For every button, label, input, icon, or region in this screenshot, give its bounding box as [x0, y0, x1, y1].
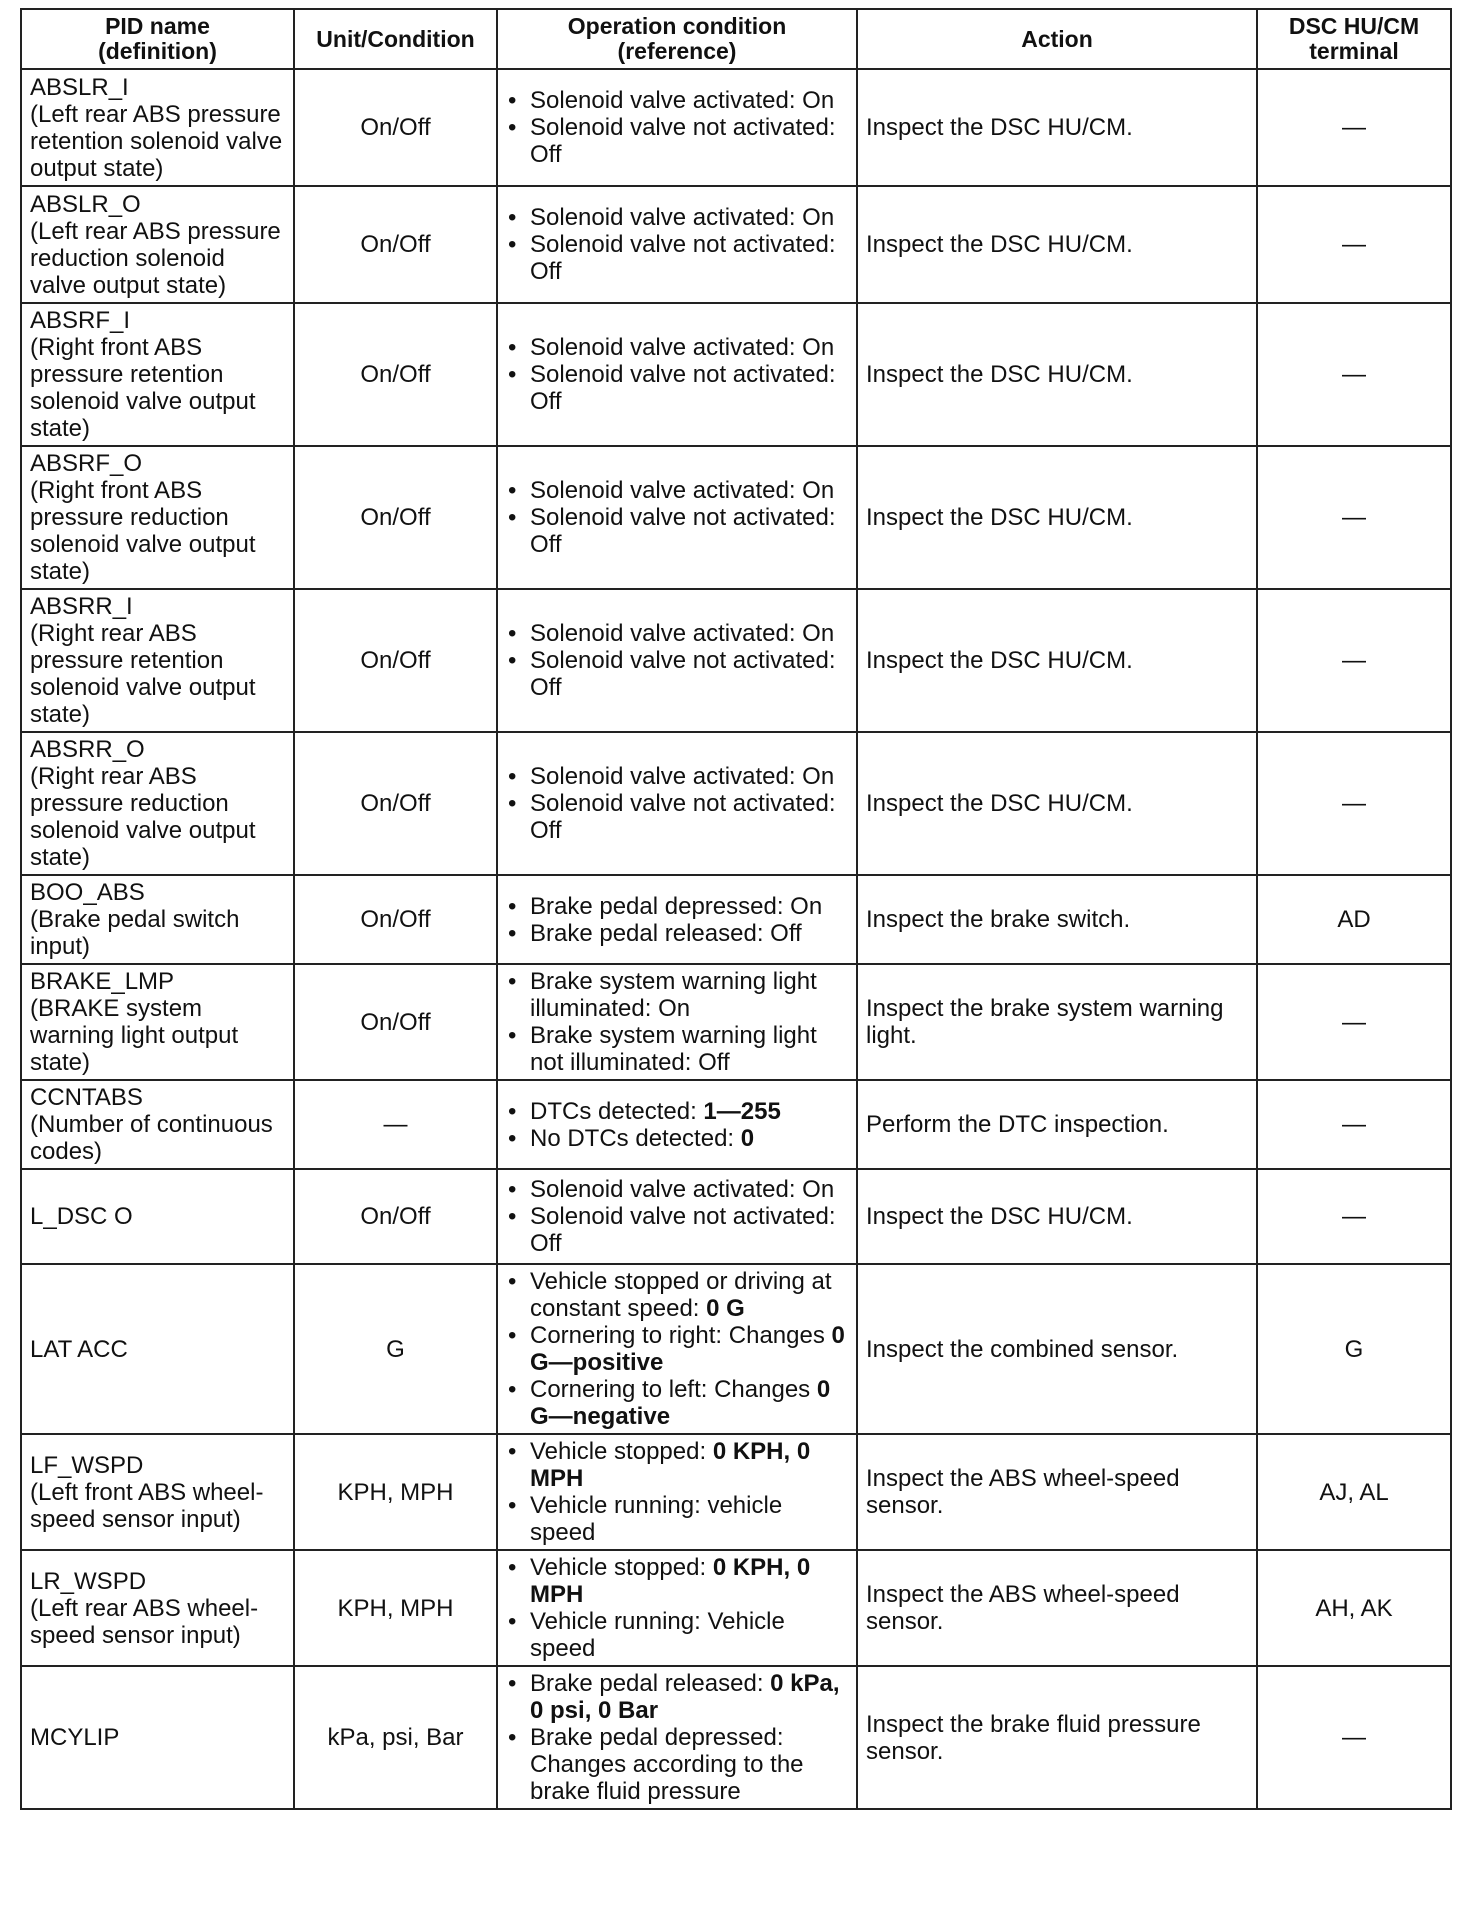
pid-name: L_DSC O: [30, 1203, 133, 1230]
header-unit: Unit/Condition: [294, 9, 497, 69]
operation-condition-cell: [497, 964, 857, 1080]
pid-name-cell: [21, 446, 294, 589]
condition-item: [530, 1376, 848, 1430]
condition-text: Solenoid valve activated: On: [530, 204, 835, 231]
unit-cell: On/Off: [294, 589, 497, 732]
condition-item: [530, 893, 848, 920]
terminal-cell: G: [1257, 1264, 1451, 1434]
condition-item: [530, 87, 848, 114]
condition-item: [530, 1203, 848, 1257]
pid-name-cell: [21, 1434, 294, 1550]
operation-condition-cell: [497, 589, 857, 732]
condition-text: Brake pedal released: Off: [530, 919, 802, 947]
pid-name: LAT ACC: [30, 1335, 128, 1363]
operation-condition-cell: [497, 1666, 857, 1809]
pid-name-cell: [21, 1666, 294, 1809]
condition-item: [530, 1176, 848, 1203]
pid-name-cell: [21, 303, 294, 446]
operation-condition-cell: [497, 732, 857, 875]
header-terminal: DSC HU/CM terminal: [1257, 9, 1451, 69]
condition-item: [530, 114, 848, 168]
condition-item: [530, 1322, 848, 1376]
terminal-cell: AH, AK: [1257, 1550, 1451, 1666]
terminal-cell: AJ, AL: [1257, 1434, 1451, 1550]
pid-name: ABSRR_O: [30, 736, 145, 763]
action-cell: Inspect the DSC HU/CM.: [857, 303, 1257, 446]
condition-list: [506, 1098, 848, 1152]
action-cell: Inspect the DSC HU/CM.: [857, 1169, 1257, 1264]
condition-list: [506, 204, 848, 285]
pid-definition: (Number of continuous codes): [30, 1111, 273, 1165]
table-row: [21, 875, 1451, 964]
operation-condition-cell: [497, 69, 857, 186]
condition-item: [530, 790, 848, 844]
table-row: [21, 69, 1451, 186]
condition-text: Vehicle running: vehicle speed: [530, 1492, 783, 1546]
condition-list: [506, 1268, 848, 1430]
condition-value: 1—255: [703, 1097, 781, 1125]
terminal-cell: AD: [1257, 875, 1451, 964]
condition-text: Solenoid valve not activated: Off: [530, 361, 836, 415]
condition-item: [530, 1268, 848, 1322]
condition-item: [530, 1670, 848, 1724]
pid-definition: (BRAKE system warning light output state): [30, 995, 239, 1076]
condition-value: 0: [740, 1124, 755, 1152]
condition-item: [530, 763, 848, 790]
condition-item: [530, 361, 848, 415]
table-row: [21, 186, 1451, 303]
pid-definition: (Left rear ABS wheel-speed sensor input): [30, 1594, 259, 1649]
condition-text: DTCs detected:: [530, 1097, 704, 1125]
action-cell: Inspect the DSC HU/CM.: [857, 732, 1257, 875]
pid-definition: (Left front ABS wheel-speed sensor input): [30, 1478, 264, 1533]
terminal-cell: —: [1257, 1666, 1451, 1809]
condition-text: Brake system warning light illuminated: On: [530, 968, 817, 1022]
action-cell: Inspect the ABS wheel-speed sensor.: [857, 1550, 1257, 1666]
pid-name: ABSRF_O: [30, 450, 143, 477]
pid-definition: (Right front ABS pressure reduction solenoid valve output state): [30, 477, 256, 585]
pid-name-cell: [21, 875, 294, 964]
operation-condition-cell: [497, 1080, 857, 1169]
pid-name: CCNTABS: [30, 1084, 143, 1111]
condition-item: [530, 620, 848, 647]
condition-item: [530, 1724, 848, 1805]
table-row: [21, 589, 1451, 732]
terminal-cell: —: [1257, 303, 1451, 446]
action-cell: Inspect the brake switch.: [857, 875, 1257, 964]
terminal-cell: —: [1257, 964, 1451, 1080]
terminal-cell: —: [1257, 1169, 1451, 1264]
condition-item: [530, 504, 848, 558]
condition-value: 0 kPa, 0 psi, 0 Bar: [530, 1670, 840, 1724]
condition-list: [506, 620, 848, 701]
action-cell: Inspect the DSC HU/CM.: [857, 186, 1257, 303]
pid-name-cell: [21, 589, 294, 732]
condition-list: [506, 1670, 848, 1805]
action-cell: Inspect the DSC HU/CM.: [857, 589, 1257, 732]
condition-text: Solenoid valve not activated: Off: [530, 231, 836, 285]
pid-name: LR_WSPD: [30, 1567, 147, 1595]
condition-value: 0 G—negative: [530, 1376, 831, 1430]
condition-text: Brake pedal released:: [530, 1670, 771, 1697]
unit-cell: On/Off: [294, 732, 497, 875]
pid-name-cell: [21, 1169, 294, 1264]
action-cell: Inspect the DSC HU/CM.: [857, 69, 1257, 186]
header-row: [21, 9, 1451, 69]
condition-text: Solenoid valve activated: On: [530, 763, 835, 790]
condition-list: [506, 893, 848, 947]
condition-text: Solenoid valve not activated: Off: [530, 790, 836, 844]
pid-name-cell: [21, 1264, 294, 1434]
operation-condition-cell: [497, 186, 857, 303]
condition-text: Brake pedal depressed: On: [530, 892, 823, 920]
condition-item: [530, 477, 848, 504]
condition-value: 0 KPH, 0 MPH: [530, 1554, 811, 1608]
condition-item: [530, 920, 848, 947]
condition-item: [530, 647, 848, 701]
pid-name: LF_WSPD: [30, 1451, 144, 1479]
table-row: [21, 1080, 1451, 1169]
pid-name: ABSLR_O: [30, 190, 141, 218]
condition-item: [530, 1438, 848, 1492]
unit-cell: On/Off: [294, 964, 497, 1080]
action-cell: Inspect the brake system warning light.: [857, 964, 1257, 1080]
terminal-cell: —: [1257, 1080, 1451, 1169]
pid-name-cell: [21, 186, 294, 303]
table-row: [21, 1169, 1451, 1264]
pid-definition: (Left rear ABS pressure retention solenoid valve output state): [30, 100, 283, 182]
pid-name: ABSRF_I: [30, 307, 131, 334]
condition-list: [506, 1176, 848, 1257]
operation-condition-cell: [497, 1434, 857, 1550]
condition-list: [506, 1438, 848, 1546]
unit-cell: On/Off: [294, 69, 497, 186]
condition-text: Solenoid valve not activated: Off: [530, 114, 836, 168]
condition-text: Vehicle running: Vehicle speed: [530, 1608, 785, 1662]
table-row: [21, 1550, 1451, 1666]
unit-cell: —: [294, 1080, 497, 1169]
table-row: [21, 1434, 1451, 1550]
unit-cell: KPH, MPH: [294, 1434, 497, 1550]
condition-list: [506, 334, 848, 415]
pid-name: ABSRR_I: [30, 593, 133, 620]
pid-name: BOO_ABS: [30, 879, 145, 906]
unit-cell: On/Off: [294, 186, 497, 303]
condition-item: [530, 1098, 848, 1125]
unit-cell: G: [294, 1264, 497, 1434]
action-cell: Inspect the brake fluid pressure sensor.: [857, 1666, 1257, 1809]
terminal-cell: —: [1257, 446, 1451, 589]
terminal-cell: —: [1257, 732, 1451, 875]
pid-name-cell: [21, 1550, 294, 1666]
condition-list: [506, 968, 848, 1076]
condition-item: [530, 1022, 848, 1076]
table-row: [21, 964, 1451, 1080]
pid-name-cell: [21, 732, 294, 875]
condition-text: Solenoid valve activated: On: [530, 477, 835, 504]
pid-definition: (Left rear ABS pressure reduction solenoid valve output state): [30, 217, 281, 299]
condition-value: 0 G—positive: [530, 1322, 845, 1376]
pid-definition: (Brake pedal switch input): [30, 906, 240, 960]
condition-text: Vehicle stopped:: [530, 1438, 713, 1465]
condition-text: No DTCs detected:: [530, 1124, 741, 1152]
table-row: [21, 1264, 1451, 1434]
operation-condition-cell: [497, 446, 857, 589]
table-row: [21, 446, 1451, 589]
pid-definition: (Right rear ABS pressure retention solenoid valve output state): [30, 620, 256, 728]
pid-name-cell: [21, 69, 294, 186]
condition-text: Solenoid valve not activated: Off: [530, 647, 836, 701]
unit-cell: KPH, MPH: [294, 1550, 497, 1666]
terminal-cell: —: [1257, 589, 1451, 732]
condition-list: [506, 477, 848, 558]
operation-condition-cell: [497, 1264, 857, 1434]
condition-item: [530, 1554, 848, 1608]
unit-cell: On/Off: [294, 1169, 497, 1264]
table-row: [21, 303, 1451, 446]
condition-list: [506, 1554, 848, 1662]
condition-list: [506, 87, 848, 168]
header-pid-name: PID name (definition): [21, 9, 294, 69]
operation-condition-cell: [497, 1169, 857, 1264]
operation-condition-cell: [497, 875, 857, 964]
condition-text: Cornering to right: Changes: [530, 1322, 832, 1349]
condition-item: [530, 231, 848, 285]
condition-item: [530, 1125, 848, 1152]
action-cell: Inspect the ABS wheel-speed sensor.: [857, 1434, 1257, 1550]
operation-condition-cell: [497, 303, 857, 446]
pid-name-cell: [21, 964, 294, 1080]
operation-condition-cell: [497, 1550, 857, 1666]
header-action: Action: [857, 9, 1257, 69]
condition-text: Solenoid valve activated: On: [530, 334, 835, 361]
pid-name: BRAKE_LMP: [30, 968, 175, 995]
condition-text: Vehicle stopped:: [530, 1554, 713, 1581]
pid-table: [20, 8, 1452, 1810]
action-cell: Inspect the combined sensor.: [857, 1264, 1257, 1434]
unit-cell: kPa, psi, Bar: [294, 1666, 497, 1809]
condition-value: 0 G: [706, 1295, 745, 1322]
condition-text: Brake pedal depressed: Changes according to the brake fluid pressure: [530, 1724, 804, 1805]
unit-cell: On/Off: [294, 303, 497, 446]
condition-text: Cornering to left: Changes: [530, 1376, 817, 1403]
condition-item: [530, 1492, 848, 1546]
action-cell: Inspect the DSC HU/CM.: [857, 446, 1257, 589]
condition-text: Solenoid valve not activated: Off: [530, 1203, 836, 1257]
table-row: [21, 1666, 1451, 1809]
condition-text: Solenoid valve not activated: Off: [530, 504, 836, 558]
condition-value: 0 KPH, 0 MPH: [530, 1438, 811, 1492]
pid-definition: (Right front ABS pressure retention solenoid valve output state): [30, 334, 256, 442]
condition-text: Brake system warning light not illuminated: Off: [530, 1022, 817, 1076]
pid-name-cell: [21, 1080, 294, 1169]
unit-cell: On/Off: [294, 446, 497, 589]
terminal-cell: —: [1257, 69, 1451, 186]
condition-item: [530, 1608, 848, 1662]
condition-text: Vehicle stopped or driving at constant speed:: [530, 1268, 832, 1322]
condition-item: [530, 968, 848, 1022]
unit-cell: On/Off: [294, 875, 497, 964]
header-operation-condition: Operation condition (reference): [497, 9, 857, 69]
terminal-cell: —: [1257, 186, 1451, 303]
action-cell: Perform the DTC inspection.: [857, 1080, 1257, 1169]
pid-name: MCYLIP: [30, 1724, 120, 1751]
condition-item: [530, 204, 848, 231]
condition-list: [506, 763, 848, 844]
pid-definition: (Right rear ABS pressure reduction solenoid valve output state): [30, 763, 256, 871]
condition-text: Solenoid valve activated: On: [530, 87, 835, 114]
condition-text: Solenoid valve activated: On: [530, 620, 835, 647]
condition-text: Solenoid valve activated: On: [530, 1176, 835, 1203]
pid-name: ABSLR_I: [30, 73, 129, 101]
condition-item: [530, 334, 848, 361]
table-row: [21, 732, 1451, 875]
